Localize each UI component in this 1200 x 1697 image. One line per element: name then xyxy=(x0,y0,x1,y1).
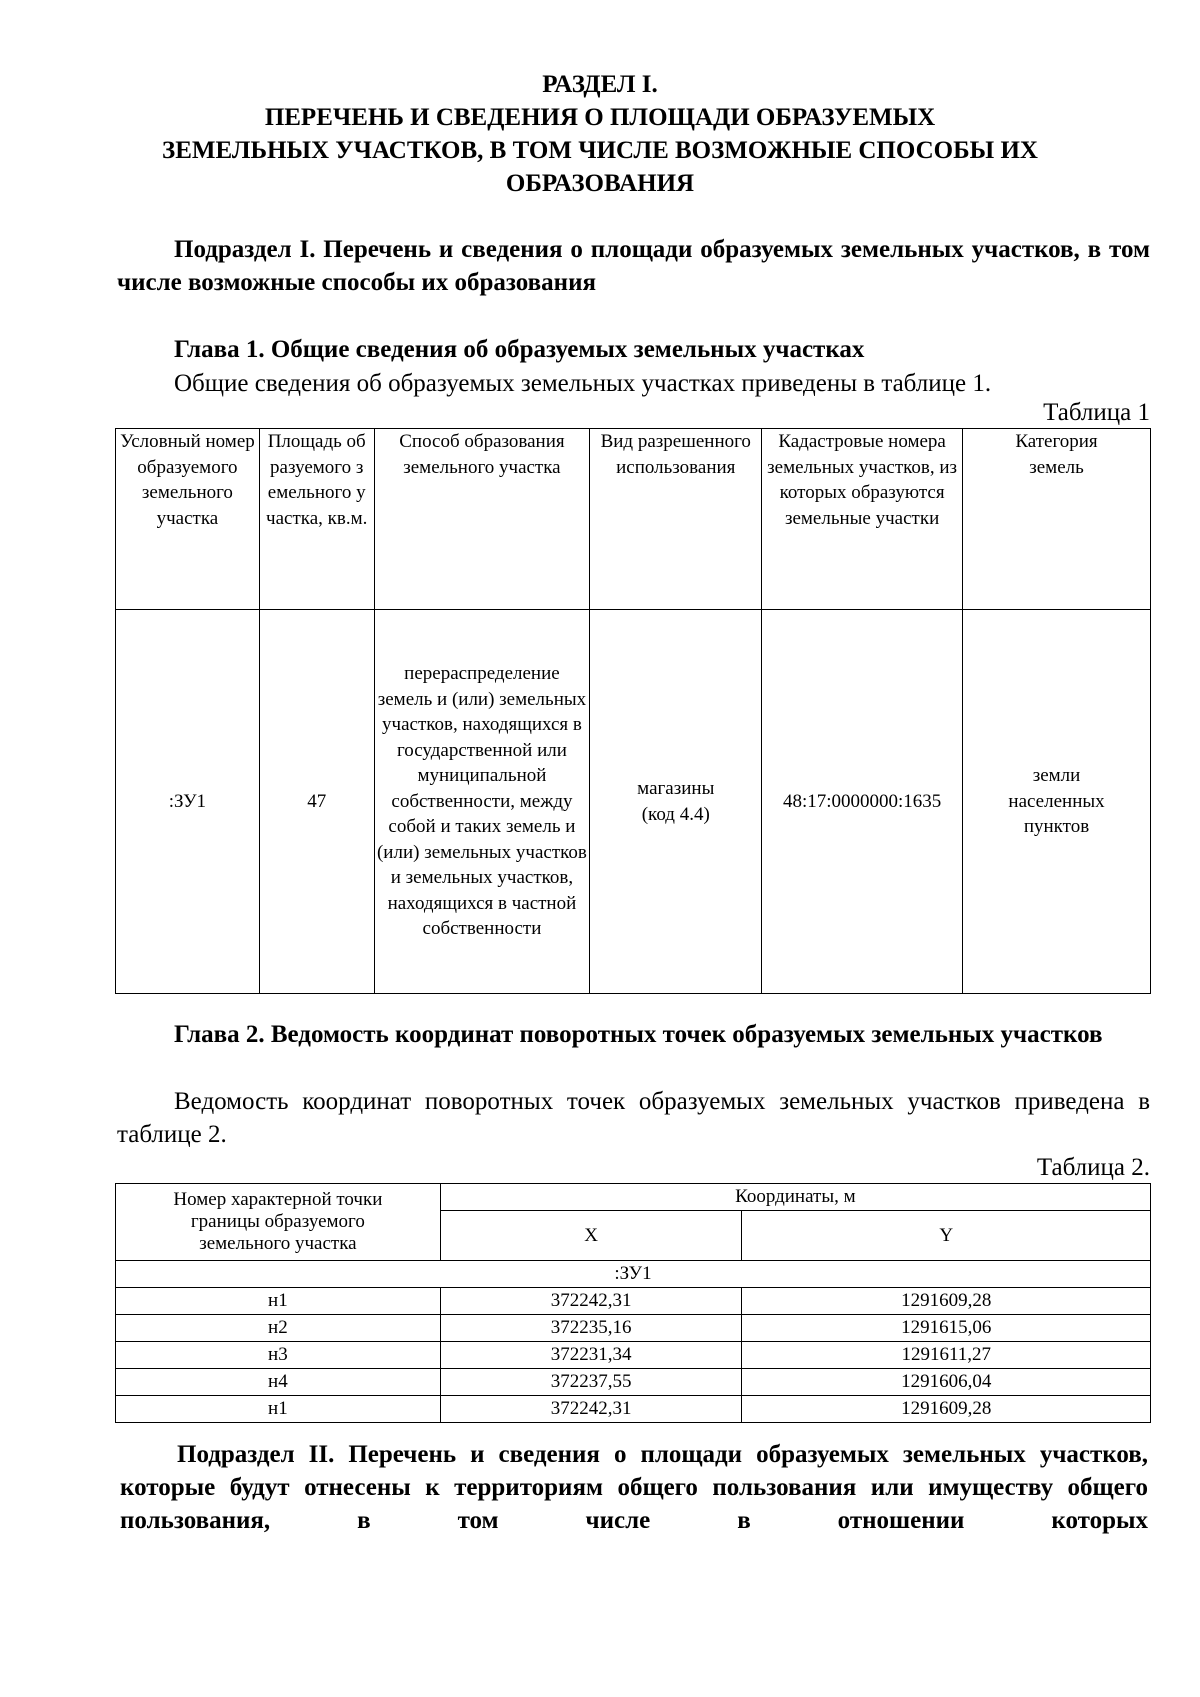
cell-x: 372242,31 xyxy=(440,1396,742,1423)
cell-y: 1291615,06 xyxy=(742,1315,1151,1342)
section-title xyxy=(100,68,1100,200)
cell-y: 1291611,27 xyxy=(742,1342,1151,1369)
header-permitted-use: Вид разрешенного использования xyxy=(590,429,762,610)
cell-x: 372235,16 xyxy=(440,1315,742,1342)
land-plots-table xyxy=(115,428,1151,994)
table-row xyxy=(116,1369,1151,1396)
cell-cadastral-number: 48:17:0000000:1635 xyxy=(762,610,963,994)
cell-point: н1 xyxy=(116,1288,441,1315)
cell-y: 1291609,28 xyxy=(742,1396,1151,1423)
chapter-2-text: Ведомость координат поворотных точек образуемых земельных участков приведена в таблице 2. xyxy=(117,1088,1150,1148)
table-2-caption: Таблица 2. xyxy=(1036,1154,1150,1181)
table-row xyxy=(116,1342,1151,1369)
cell-plot-area: 47 xyxy=(259,610,374,994)
cell-permitted-use: магазины (код 4.4) xyxy=(590,610,762,994)
section-title-line: РАЗДЕЛ I. xyxy=(542,71,658,98)
table-1-caption: Таблица 1 xyxy=(1043,399,1150,426)
table-row xyxy=(116,1288,1151,1315)
section-title-line: ПЕРЕЧЕНЬ И СВЕДЕНИЯ О ПЛОЩАДИ ОБРАЗУЕМЫХ xyxy=(264,104,936,131)
table-row xyxy=(116,610,1151,994)
header-plot-number: Условный номер образуемого земельного участка xyxy=(116,429,260,610)
subsection-2-heading: Подраздел II. Перечень и сведения о площади образуемых земельных участков, которые будут отнесены к территориям общего пользования или имуществу общего пользования, в том числе в отношении которых xyxy=(120,1441,1148,1534)
header-plot-area: Площадь образуемого земельного участка, кв.м. xyxy=(259,429,374,610)
chapter-1-text: Общие сведения об образуемых земельных участках приведены в таблице 1. xyxy=(174,370,992,397)
header-cadastral-numbers: Кадастровые номера земельных участков, из которых образуются земельные участки xyxy=(762,429,963,610)
group-plot-label: :ЗУ1 xyxy=(116,1261,1151,1288)
cell-formation-method: перераспределение земель и (или) земельных участков, находящихся в государственной или муниципальной собственности, между собой и таких земель и (или) земельных участков и земельных участков, находящихся в частной собственности xyxy=(374,610,590,994)
cell-plot-number: :ЗУ1 xyxy=(116,610,260,994)
cell-y: 1291606,04 xyxy=(742,1369,1151,1396)
table-group-row xyxy=(116,1261,1151,1288)
cell-x: 372237,55 xyxy=(440,1369,742,1396)
header-coordinates: Координаты, м xyxy=(440,1184,1150,1211)
table-header-row xyxy=(116,1184,1151,1211)
table-row xyxy=(116,1396,1151,1423)
cell-y: 1291609,28 xyxy=(742,1288,1151,1315)
cell-point: н2 xyxy=(116,1315,441,1342)
section-title-line: ЗЕМЕЛЬНЫХ УЧАСТКОВ, В ТОМ ЧИСЛЕ ВОЗМОЖНЫЕ СПОСОБЫ ИХ xyxy=(162,137,1038,164)
table-header-row xyxy=(116,429,1151,610)
chapter-2-heading: Глава 2. Ведомость координат поворотных точек образуемых земельных участков xyxy=(174,1021,1103,1048)
header-x: X xyxy=(440,1211,742,1261)
header-y: Y xyxy=(742,1211,1151,1261)
cell-point: н1 xyxy=(116,1396,441,1423)
header-formation-method: Способ образования земельного участка xyxy=(374,429,590,610)
cell-point: н3 xyxy=(116,1342,441,1369)
header-land-category: Категория земель xyxy=(963,429,1151,610)
subsection-1-heading: Подраздел I. Перечень и сведения о площади образуемых земельных участков, в том числе возможные способы их образования xyxy=(117,236,1150,296)
cell-x: 372242,31 xyxy=(440,1288,742,1315)
chapter-1-heading: Глава 1. Общие сведения об образуемых земельных участках xyxy=(174,336,865,363)
table-row xyxy=(116,1315,1151,1342)
cell-point: н4 xyxy=(116,1369,441,1396)
coordinates-table xyxy=(115,1183,1151,1423)
cell-x: 372231,34 xyxy=(440,1342,742,1369)
header-point-number: Номер характерной точки границы образуемого земельного участка xyxy=(116,1184,441,1261)
cell-land-category: земли населенных пунктов xyxy=(963,610,1151,994)
section-title-line: ОБРАЗОВАНИЯ xyxy=(505,170,695,197)
